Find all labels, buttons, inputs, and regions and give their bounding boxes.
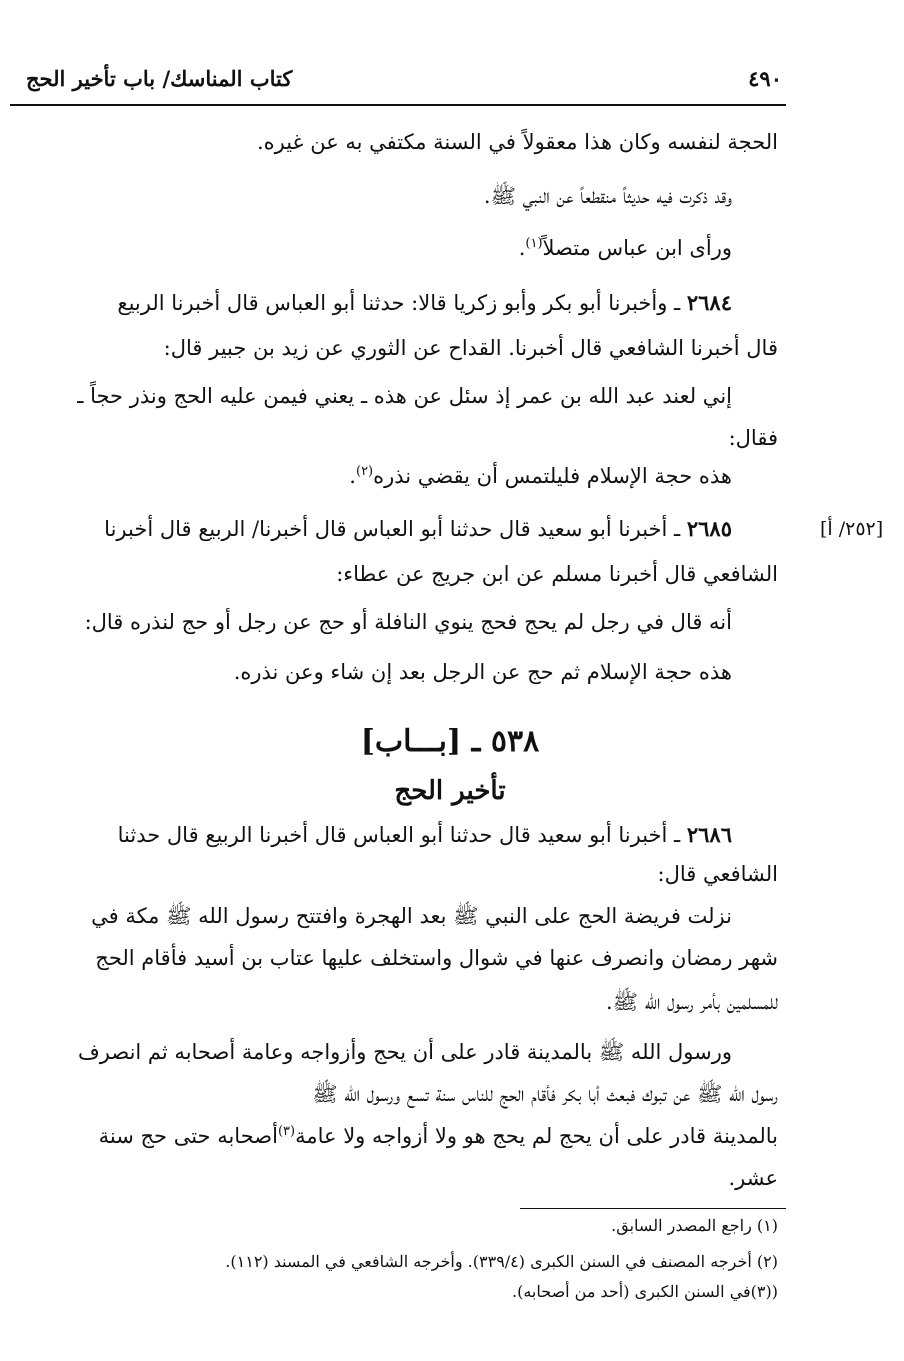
- text-span: .: [518, 236, 526, 260]
- hadith-2685-line: [26, 516, 732, 542]
- text-line: هذه حجة الإسلام ثم حج عن الرجل بعد إن شاء وعن نذره.: [233, 660, 732, 684]
- footnote-ref: (١): [525, 236, 543, 251]
- text-line: فقال:: [728, 426, 778, 450]
- text-line: للمسلمين بأمر رسول الله ﷺ.: [605, 990, 778, 1014]
- footnote-ref: (٣): [277, 1124, 296, 1139]
- running-title: كتاب المناسك/ باب تأخير الحج: [26, 66, 293, 91]
- text-span: ـ وأخبرنا أبو بكر وأبو زكريا قالا: حدثنا أبو العباس قال أخبرنا الربيع: [117, 291, 681, 315]
- text-span: أصحابه حتى حج سنة: [98, 1124, 278, 1148]
- chapter-title: تأخير الحج: [394, 776, 506, 806]
- chapter-number: ٥٣٨ ـ [بـــاب]: [360, 724, 540, 759]
- text-line: أنه قال في رجل لم يحج فحج ينوي النافلة أو حج عن رجل أو حج لنذره قال:: [84, 610, 732, 634]
- text-line: وقد ذكرت فيه حديثاً منقطعاً عن النبي ﷺ.: [483, 184, 732, 208]
- text-line: إني لعند عبد الله بن عمر إذ سئل عن هذه ـ يعني فيمن عليه الحج ونذر حجاً ـ: [77, 384, 732, 408]
- text-line: [26, 1124, 778, 1149]
- hadith-number: ٢٦٨٦: [686, 822, 732, 847]
- text-span: ـ أخبرنا أبو سعيد قال حدثنا أبو العباس قال أخبرنا الربيع قال حدثنا: [117, 823, 681, 847]
- footnote-3: ((٣)في السنن الكبرى (أحد من أصحابه).: [512, 1282, 778, 1301]
- text-span: ورأى ابن عباس متصلاً: [542, 236, 732, 260]
- text-line: عشر.: [728, 1166, 778, 1190]
- hadith-2684-line: [26, 290, 732, 316]
- text-span: بالمدينة قادر على أن يحج لم يحج هو ولا أزواجه ولا عامة: [295, 1124, 778, 1148]
- header-divider: [10, 104, 786, 106]
- hadith-2686-line: [26, 822, 732, 848]
- text-span: ـ أخبرنا أبو سعيد قال حدثنا أبو العباس قال أخبرنا/ الربيع قال أخبرنا: [104, 517, 681, 541]
- text-line: [26, 464, 732, 489]
- text-line: شهر رمضان وانصرف عنها في شوال واستخلف عليها عتاب بن أسيد فأقام الحج: [95, 946, 778, 970]
- text-line: [26, 236, 732, 261]
- margin-folio-marker: [٢٥٢/ أ]: [820, 518, 884, 540]
- text-line: قال أخبرنا الشافعي قال أخبرنا. القداح عن الثوري عن زيد بن جبير قال:: [163, 336, 778, 360]
- text-line: الشافعي قال أخبرنا مسلم عن ابن جريج عن عطاء:: [336, 562, 778, 586]
- footnote-1: (١) راجع المصدر السابق.: [611, 1216, 778, 1235]
- page-number: ٤٩٠: [748, 66, 782, 91]
- text-span: هذه حجة الإسلام فليلتمس أن يقضي نذره: [373, 464, 732, 488]
- footnote-2: (٢) أخرجه المصنف في السنن الكبرى (٣٣٩/٤). وأخرجه الشافعي في المسند (١١٢).: [225, 1252, 778, 1271]
- text-line: رسول الله ﷺ عن تبوك فبعث أبا بكر فأقام الحج للناس سنة تسع ورسول الله ﷺ: [312, 1082, 778, 1106]
- page-header: [26, 66, 782, 100]
- footnote-ref: (٢): [355, 464, 374, 479]
- text-line: الشافعي قال:: [657, 862, 778, 886]
- footnote-divider: [520, 1208, 786, 1209]
- hadith-number: ٢٦٨٤: [686, 290, 732, 315]
- text-line: ورسول الله ﷺ بالمدينة قادر على أن يحج وأزواجه وعامة أصحابه ثم انصرف: [78, 1040, 732, 1064]
- hadith-number: ٢٦٨٥: [686, 516, 732, 541]
- text-line: نزلت فريضة الحج على النبي ﷺ بعد الهجرة وافتتح رسول الله ﷺ مكة في: [91, 904, 732, 928]
- text-line: الحجة لنفسه وكان هذا معقولاً في السنة مكتفي به عن غيره.: [256, 130, 778, 154]
- text-span: .: [349, 464, 356, 488]
